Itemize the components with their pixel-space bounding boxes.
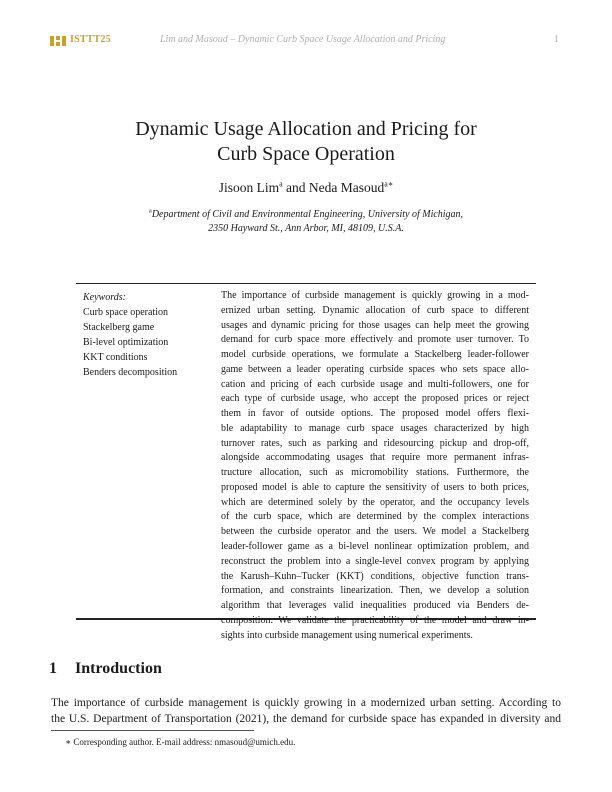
affiliation xyxy=(0,208,612,236)
abstract-line: game between a leader operating curbside spaces who sets space allo- xyxy=(221,363,529,375)
body-paragraph xyxy=(51,695,561,727)
keyword-item: Stackelberg game xyxy=(83,322,155,333)
title-line-2: Curb Space Operation xyxy=(217,143,395,165)
abstract-line: each type of curbside usage, who accept the proposed prices or reject xyxy=(221,393,529,405)
body-line: The importance of curbside management is quickly growing in a modernized urban setting. According to xyxy=(51,697,561,709)
page-number: 1 xyxy=(554,34,559,45)
keyword-item: Curb space operation xyxy=(83,307,168,318)
abstract-line: alongside accommodating usages that require more permanent infras- xyxy=(221,452,529,464)
keywords-block xyxy=(83,290,177,380)
keyword-item: Bi-level optimization xyxy=(83,337,169,348)
keywords-heading: Keywords: xyxy=(83,292,126,303)
abstract-line: formation, and constraints linearization. Then, we develop a solution xyxy=(221,585,529,597)
abstract-line: the Karush–Kuhn–Tucker (KKT) conditions, objective function trans- xyxy=(221,570,529,582)
author-name: Neda Masoud xyxy=(308,180,385,195)
abstract-line: tructure allocation, such as micromobility stations. Furthermore, the xyxy=(221,467,529,479)
abstract-line: leader-follower game as a bi-level nonlinear optimization problem, and xyxy=(221,541,529,553)
conference-name: ISTTT25 xyxy=(70,34,111,45)
affiliation-line-1: $^a$Department of Civil and Environmental Engineering, University of Michigan, xyxy=(148,207,464,220)
author-affiliation-mark: a xyxy=(279,179,283,189)
abstract-line: which are determined solely by the operator, and the occupancy levels xyxy=(221,496,529,508)
title-line-1: Dynamic Usage Allocation and Pricing for xyxy=(135,118,477,140)
section-number: 1 xyxy=(49,660,57,677)
affiliation-mark: a xyxy=(148,207,152,215)
abstract-line: turnover rates, such as parking and ridesourcing pickup and drop-off, xyxy=(221,437,529,449)
author-connector: and xyxy=(282,180,309,195)
conference-logo-icon xyxy=(50,36,66,46)
abstract-line: algorithm that leverages valid inequalities produced via Benders de- xyxy=(221,600,529,612)
abstract-line: cation and pricing of each curbside usage and multi-followers, one for xyxy=(221,378,529,390)
abstract-line: of the curb space, which are determined by the complex interactions xyxy=(221,511,529,523)
abstract-line: ernized urban setting. Dynamic allocation of curb space to different xyxy=(221,304,529,316)
abstract-line: usages and dynamic pricing for those usages can help meet the growing xyxy=(221,319,529,331)
footnote-rule xyxy=(51,730,254,731)
author-affiliation-mark: a∗ xyxy=(384,179,394,189)
abstract-line: them in favor of outside options. The proposed model offers flexi- xyxy=(221,408,529,420)
abstract-line: composition. We validate the practicability of the model and draw in- xyxy=(221,614,529,626)
abstract-line: demand for curb space more effectively and promote user turnover. To xyxy=(221,334,529,346)
author-name: Jisoon Lim xyxy=(218,180,280,195)
section-title: Introduction xyxy=(75,660,162,677)
abstract-top-rule xyxy=(76,283,536,284)
abstract-line: model curbside operations, we formulate a Stackelberg leader-follower xyxy=(221,349,529,361)
keyword-item: Benders decomposition xyxy=(83,367,178,378)
abstract-line: The importance of curbside management is quickly growing in a mod- xyxy=(221,290,529,301)
keyword-item: KKT conditions xyxy=(83,352,148,363)
abstract xyxy=(221,289,529,643)
abstract-line: between the curbside operator and the users. We model a Stackelberg xyxy=(221,526,529,538)
abstract-line: sights into curbside management using numerical experiments. xyxy=(221,629,473,641)
running-title: Lim and Masoud – Dynamic Curb Space Usage Allocation and Pricing xyxy=(160,34,446,45)
body-line: the U.S. Department of Transportation (2021), the demand for curbside space has expanded in diversity and xyxy=(51,713,561,725)
affiliation-line-2: 2350 Hayward St., Ann Arbor, MI, 48109, U.S.A. xyxy=(208,223,404,234)
author-list xyxy=(0,180,612,196)
abstract-line: ble adaptability to manage curb space usages characterized by high xyxy=(221,422,529,434)
footnote: ∗ Corresponding author. E-mail address: nmasoud@umich.edu. xyxy=(65,737,296,747)
paper-title xyxy=(0,117,612,167)
section-heading xyxy=(49,660,162,678)
abstract-line: proposed model is able to capture the sensitivity of users to both prices, xyxy=(221,481,529,493)
abstract-line: reconstruct the problem into a single-level convex program by applying xyxy=(221,555,529,567)
